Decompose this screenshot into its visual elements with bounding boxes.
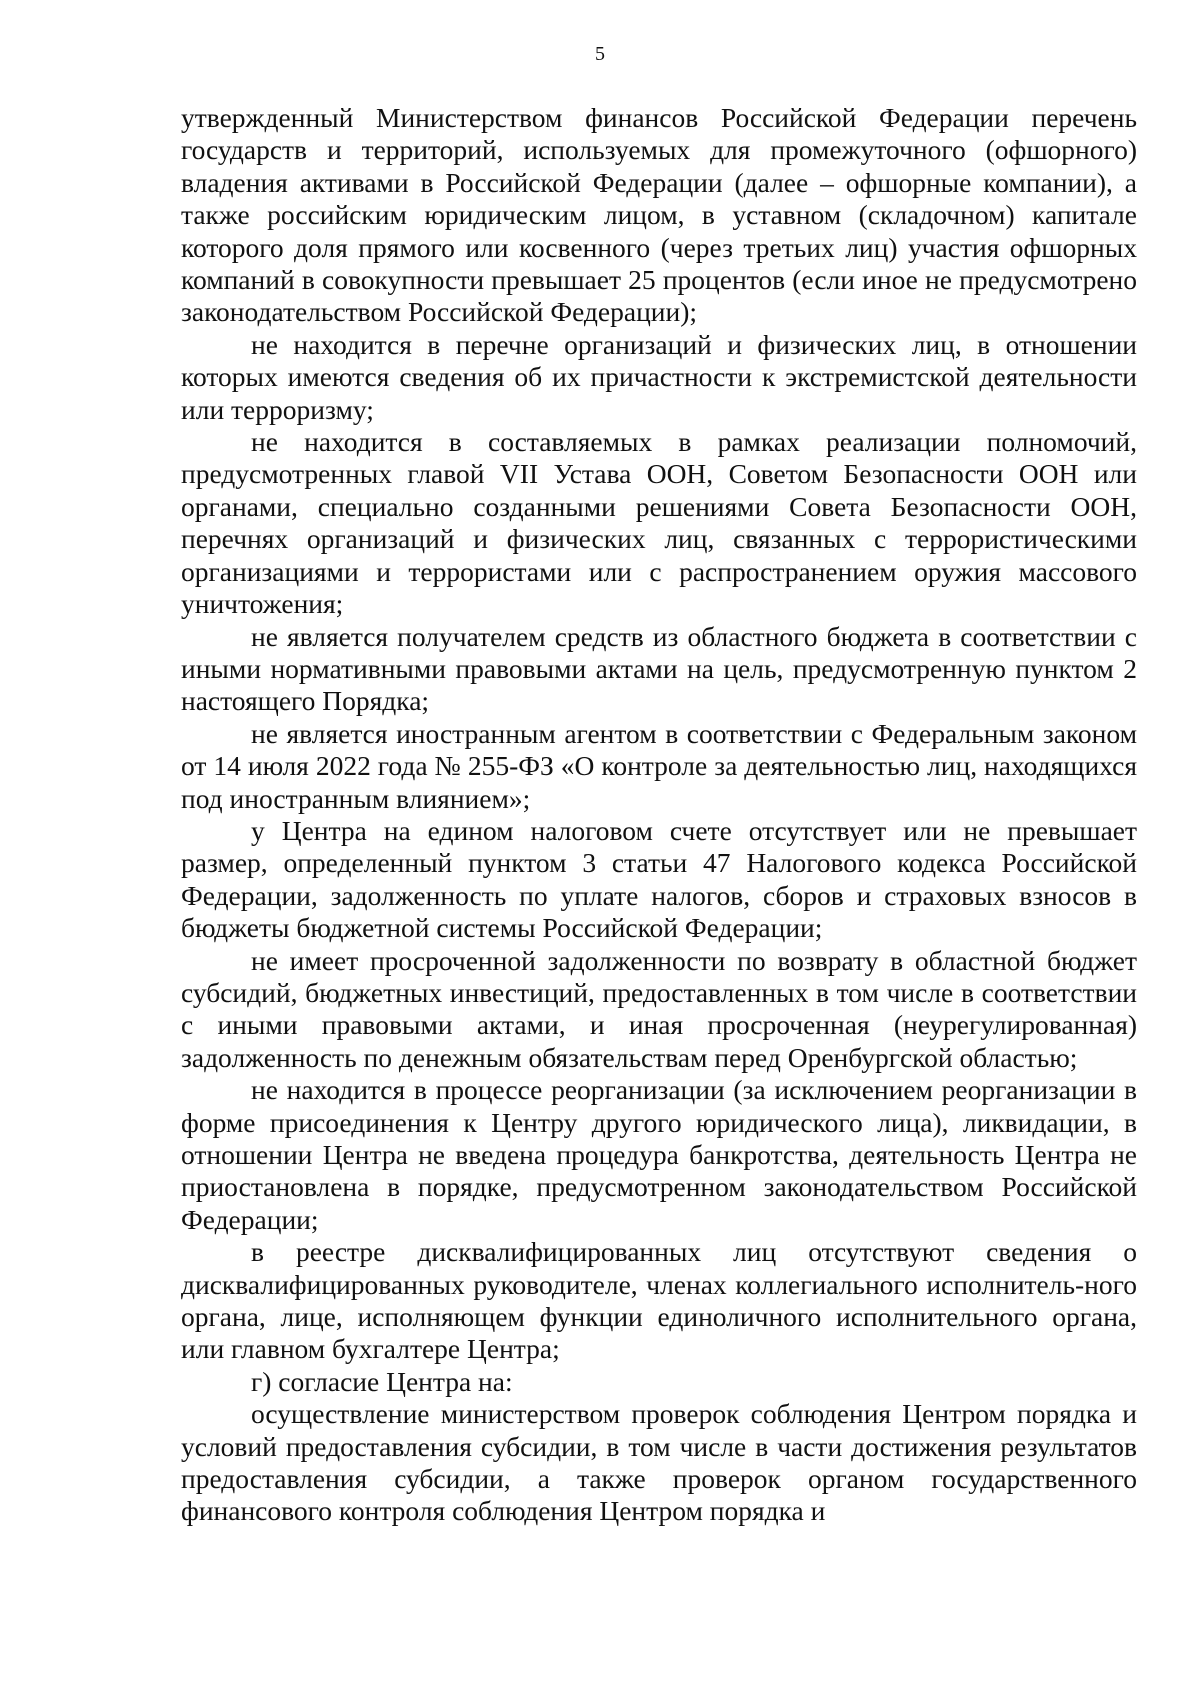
document-body	[181, 102, 1137, 1528]
page-number: 5	[595, 43, 605, 65]
paragraph-consent-heading: г) согласие Центра на:	[251, 1365, 513, 1397]
paragraph-reorganization: не находится в процессе реорганизации (за исключением реорганизации в форме присоединения к Центру другого юридического лица), ликвидации, в отношении Центра не введена процедура банкротства, деятельность Центра не приостановлена в порядке, предусмотренном законодательством Российской Федерации;	[181, 1074, 1137, 1235]
paragraph-inspections-consent: осуществление министерством проверок соблюдения Центром порядка и условий предоставления субсидии, в том числе в части достижения результатов предоставления субсидии, а также проверок органом государственного финансового контроля соблюдения Центром порядка и	[181, 1398, 1137, 1527]
paragraph-foreign-agent: не является иностранным агентом в соответствии с Федеральным законом от 14 июля 2022 года № 255-ФЗ «О контроле за деятельностью лиц, находящихся под иностранным влиянием»;	[181, 717, 1137, 814]
paragraph-extremism-list: не находится в перечне организаций и физических лиц, в отношении которых имеются сведения об их причастности к экстремистской деятельности или терроризму;	[181, 328, 1137, 425]
paragraph-offshore-continuation: утвержденный Министерством финансов Российской Федерации перечень государств и территорий, используемых для промежуточного (офшорного) владения активами в Российской Федерации (далее – офшорные компании), а также российским юридическим лицом, в уставном (складочном) капитале которого доля прямого или косвенного (через третьих лиц) участия офшорных компаний в совокупности превышает 25 процентов (если иное не предусмотрено законодательством Российской Федерации);	[181, 102, 1137, 328]
paragraph-overdue-debt: не имеет просроченной задолженности по возврату в областной бюджет субсидий, бюджетных инвестиций, предоставленных в том числе в соответствии с иными правовыми актами, и иная просроченная (неурегулированная) задолженность по денежным обязательствам перед Оренбургской областью;	[181, 944, 1137, 1073]
paragraph-other-budget-funds: не является получателем средств из областного бюджета в соответствии с иными нормативными правовыми актами на цель, предусмотренную пунктом 2 настоящего Порядка;	[181, 620, 1137, 717]
paragraph-tax-debt: у Центра на едином налоговом счете отсутствует или не превышает размер, определенный пунктом 3 статьи 47 Налогового кодекса Российской Федерации, задолженность по уплате налогов, сборов и страховых взносов в бюджеты бюджетной системы Российской Федерации;	[181, 814, 1137, 944]
paragraph-un-sanctions-list: не находится в составляемых в рамках реализации полномочий, предусмотренных главой VII Устава ООН, Советом Безопасности ООН или органами, специально созданными решениями Совета Безопасности ООН, перечнях организаций и физических лиц, связанных с террористическими организациями и террористами или с распространением оружия массового уничтожения;	[181, 426, 1137, 620]
paragraph-disqualified-persons: в реестре дисквалифицированных лиц отсутствуют сведения о дисквалифицированных руководителе, членах коллегиального исполнитель-ного органа, лице, исполняющем функции единоличного исполнительного органа, или главном бухгалтере Центра;	[181, 1236, 1137, 1365]
